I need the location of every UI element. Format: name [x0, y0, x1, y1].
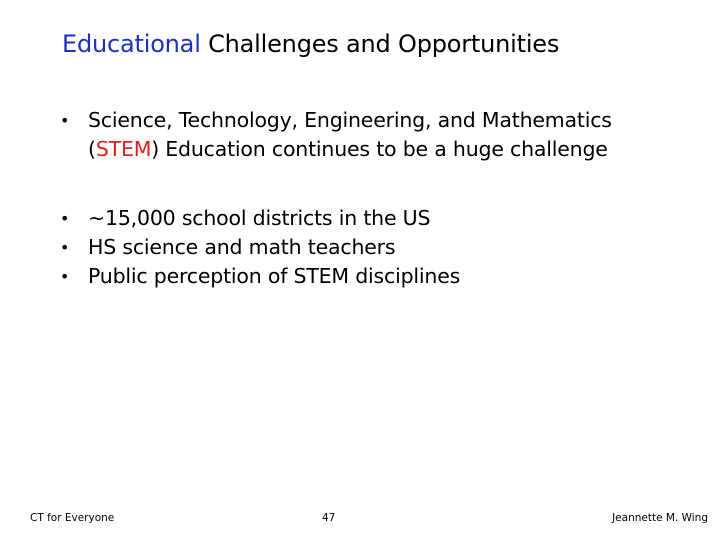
title-rest: Challenges and Opportunities — [200, 30, 560, 58]
bullet-icon: • — [60, 238, 70, 257]
bullet-list — [60, 106, 680, 291]
footer-author: Jeannette M. Wing — [612, 512, 708, 524]
bullet-item-school-districts — [60, 204, 680, 233]
bullet-item-public-perception — [60, 262, 680, 291]
bullet-icon: • — [60, 111, 70, 130]
stem-highlight: STEM — [95, 137, 152, 161]
footer-page-number: 47 — [322, 512, 336, 524]
slide-title — [62, 30, 559, 58]
bullet-text-before: Science, Technology, Engineering, and Mathematics ( — [88, 108, 612, 161]
title-accent-word: Educational — [62, 30, 201, 58]
bullet-text: Public perception of STEM disciplines — [88, 264, 461, 288]
bullet-spacer — [60, 164, 680, 204]
bullet-text: HS science and math teachers — [88, 235, 396, 259]
bullet-icon: • — [60, 209, 70, 228]
footer-course-title: CT for Everyone — [30, 512, 115, 524]
bullet-item-teachers — [60, 233, 680, 262]
bullet-text: ~15,000 school districts in the US — [88, 206, 431, 230]
bullet-item-stem-education — [60, 106, 680, 164]
bullet-icon: • — [60, 267, 70, 286]
bullet-text-after: ) Education continues to be a huge challenge — [151, 137, 608, 161]
